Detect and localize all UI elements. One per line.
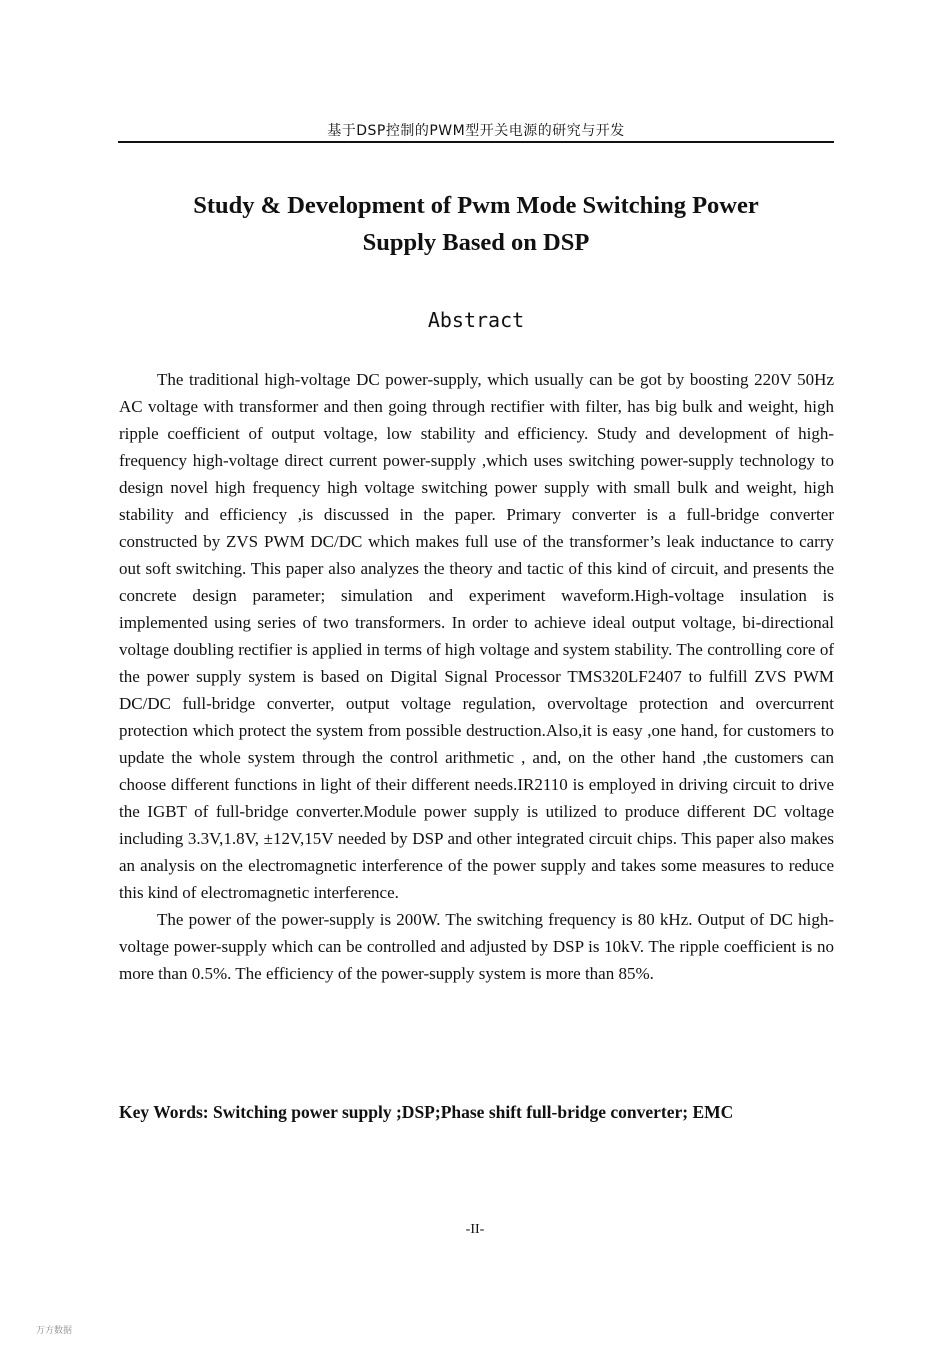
header-rule (118, 141, 834, 143)
paper-title (118, 187, 834, 261)
abstract-paragraph-1: The traditional high-voltage DC power-supply, which usually can be got by boosting 220V 50Hz AC voltage with transformer and then going through rectifier with filter, has big bulk and weight, high ripple coefficient of output voltage, low stability and efficiency. Study and development of high-frequency high-voltage direct current power-supply ,which uses switching power-supply technology to design novel high frequency high voltage switching power supply with small bulk and weight, high stability and efficiency ,is discussed in the paper. Primary converter is a full-bridge converter constructed by ZVS PWM DC/DC which makes full use of the transformer’s leak inductance to carry out soft switching. This paper also analyzes the theory and tactic of this kind of circuit, and presents the concrete design parameter; simulation and experiment waveform.High-voltage insulation is implemented using series of two transformers. In order to achieve ideal output voltage, bi-directional voltage doubling rectifier is applied in terms of high voltage and system stability. The controlling core of the power supply system is based on Digital Signal Processor TMS320LF2407 to fulfill ZVS PWM DC/DC full-bridge converter, output voltage regulation, overvoltage protection and overcurrent protection which protect the system from possible destruction.Also,it is easy ,one hand, for customers to update the whole system through the control arithmetic , and, on the other hand ,the customers can choose different functions in light of their different needs.IR2110 is employed in driving circuit to drive the IGBT of full-bridge converter.Module power supply is utilized to produce different DC voltage including 3.3V,1.8V, ±12V,15V needed by DSP and other integrated circuit chips. This paper also makes an analysis on the electromagnetic interference of the power supply and takes some measures to reduce this kind of electromagnetic interference. (119, 370, 834, 902)
title-line-1: Study & Development of Pwm Mode Switching Power (193, 192, 759, 219)
title-line-2: Supply Based on DSP (362, 229, 590, 256)
running-header: 基于DSP控制的PWM型开关电源的研究与开发 (327, 123, 625, 139)
page-number: -II- (465, 1222, 485, 1237)
keywords: Key Words: Switching power supply ;DSP;Phase shift full-bridge converter; EMC (119, 1102, 734, 1122)
abstract-heading: Abstract (427, 308, 525, 332)
abstract-body (119, 366, 834, 987)
watermark: 万方数据 (36, 1326, 73, 1336)
abstract-paragraph-2: The power of the power-supply is 200W. The switching frequency is 80 kHz. Output of DC high-voltage power-supply which can be controlled and adjusted by DSP is 10kV. The ripple coefficient is no more than 0.5%. The efficiency of the power-supply system is more than 85%. (119, 910, 834, 983)
